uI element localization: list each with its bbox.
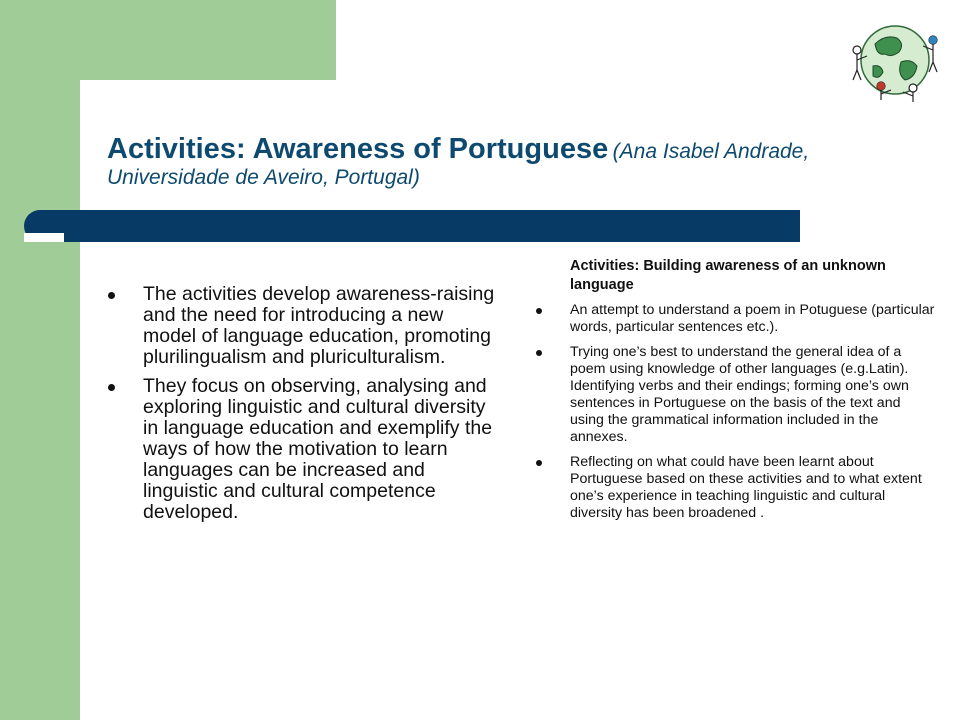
list-item	[105, 376, 497, 523]
list-item	[535, 454, 935, 522]
bullet-text: An attempt to understand a poem in Potuguese (particular words, particular sentences etc.).	[570, 302, 935, 335]
slide-title-subtitle: (Ana Isabel Andrade, Universidade de Aveiro, Portugal)	[107, 140, 810, 189]
list-item	[105, 284, 497, 368]
left-bullet-list	[105, 284, 497, 531]
bullet-icon	[536, 308, 542, 314]
bullet-text: Reflecting on what could have been learnt about Portuguese based on these activities and to what extent one’s experience in teaching linguistic and cultural diversity has been broadened .	[570, 454, 922, 521]
list-item	[535, 302, 935, 336]
right-column-heading: Activities: Building awareness of an unknown language	[570, 258, 886, 293]
right-bullet-list	[535, 302, 935, 530]
slide-title	[107, 133, 937, 190]
bullet-icon	[536, 350, 542, 356]
title-divider-bar	[24, 210, 800, 242]
bullet-icon	[108, 384, 115, 391]
divider-bar-notch	[24, 233, 64, 242]
bullet-text: Trying one’s best to understand the general idea of a poem using knowledge of other languages (e.g.Latin). Identifying verbs and their endings; forming one’s own sentences in Portuguese on the basis of the text and using the grammatical information included in the annexes.	[570, 344, 909, 445]
left-accent-band	[0, 0, 80, 720]
bullet-icon	[536, 460, 542, 466]
slide-title-main: Activities: Awareness of Portuguese	[107, 133, 609, 165]
list-item	[535, 344, 935, 446]
bullet-text: The activities develop awareness-raising and the need for introducing a new model of language education, promoting plurilingualism and pluriculturalism.	[143, 283, 495, 368]
bullet-icon	[108, 292, 115, 299]
globe-children-holding-hands-icon	[845, 14, 945, 106]
bullet-text: They focus on observing, analysing and exploring linguistic and cultural diversity in language education and exemplify the ways of how the motivation to learn languages can be increased and linguistic and cultural competence developed.	[143, 375, 493, 523]
top-accent-band	[0, 0, 336, 80]
